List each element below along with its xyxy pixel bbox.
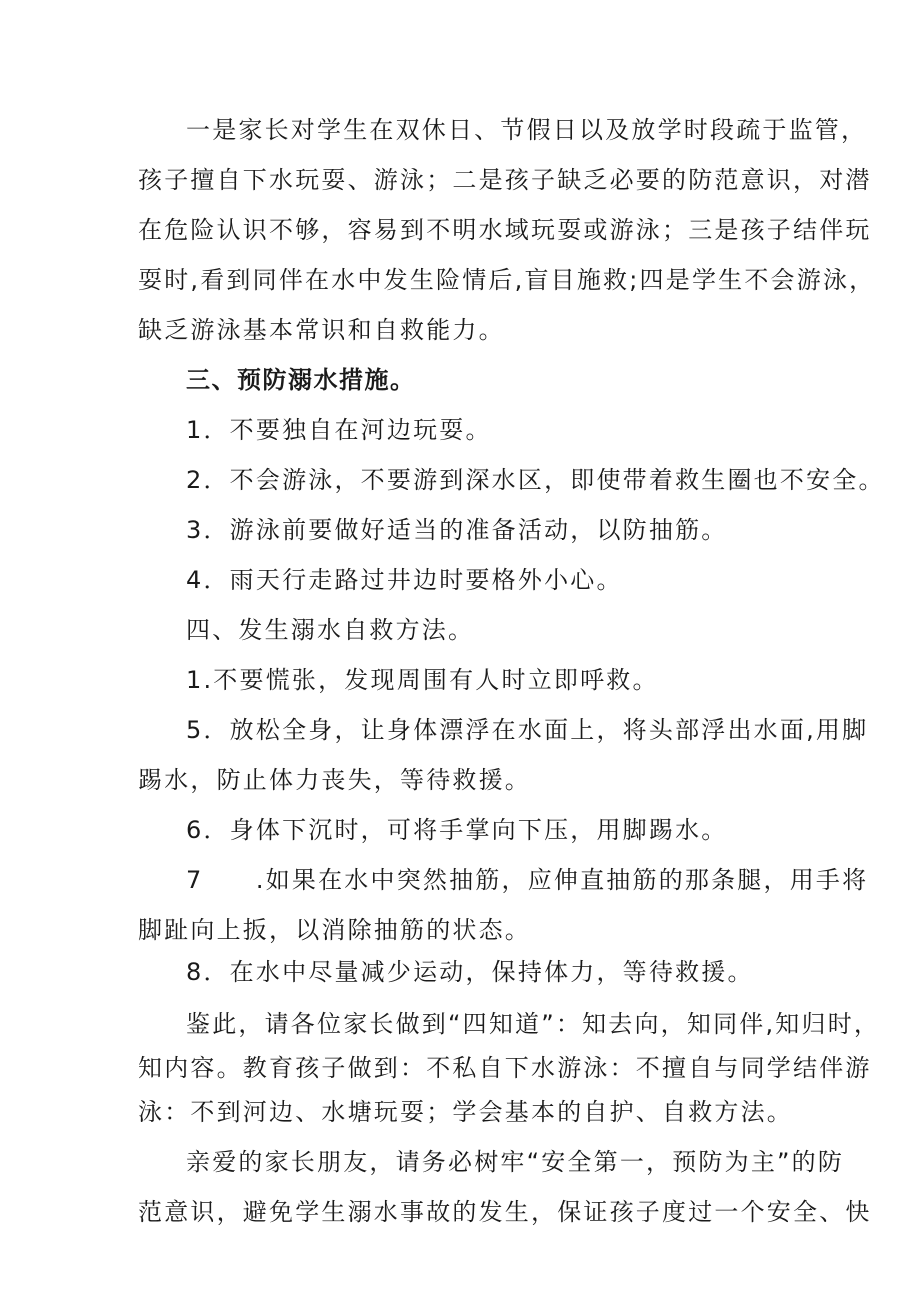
paragraph-1-line-5: 缺乏游泳基本常识和自救能力。 (138, 316, 505, 344)
self-rescue-item-5-line-1: 5．放松全身，让身体漂浮在水面上，将头部浮出水面,用脚 (186, 716, 869, 744)
paragraph-1-line-1: 一是家长对学生在双休日、节假日以及放学时段疏于监管， (186, 116, 868, 144)
prevention-item-2: 2．不会游泳，不要游到深水区，即使带着救生圈也不安全。 (186, 466, 885, 494)
self-rescue-item-6: 6．身体下沉时，可将手掌向下压，用脚踢水。 (186, 816, 728, 844)
paragraph-1-line-4: 耍时,看到同伴在水中发生险情后,盲目施救;四是学生不会游泳， (138, 266, 876, 294)
prevention-item-4: 4．雨天行走路过井边时要格外小心。 (186, 566, 623, 594)
paragraph-four-knows-line-2: 知内容。教育孩子做到：不私自下水游泳：不擅自与同学结伴游 (138, 1054, 872, 1082)
prevention-item-3: 3．游泳前要做好适当的准备活动，以防抽筋。 (186, 516, 728, 544)
section-heading-self-rescue: 四、发生溺水自救方法。 (186, 616, 475, 644)
paragraph-four-knows-line-1: 鉴此，请各位家长做到“四知道”：知去向，知同伴,知归时， (186, 1010, 881, 1038)
self-rescue-item-1: 1.不要慌张，发现周围有人时立即呼救。 (186, 666, 659, 694)
paragraph-closing-line-2: 范意识，避免学生溺水事故的发生，保证孩子度过一个安全、快 (138, 1198, 872, 1226)
self-rescue-item-5-line-2: 踢水，防止体力丧失，等待救援。 (138, 766, 531, 794)
self-rescue-item-8: 8．在水中尽量减少运动，保持体力，等待救援。 (186, 958, 754, 986)
paragraph-four-knows-line-3: 泳：不到河边、水塘玩耍；学会基本的自护、自救方法。 (138, 1098, 793, 1126)
paragraph-closing-line-1: 亲爱的家长朋友，请务必树牢“安全第一，预防为主”的防 (186, 1148, 845, 1176)
section-heading-prevention: 三、预防溺水措施。 (186, 366, 416, 394)
paragraph-1-line-2: 孩子擅自下水玩耍、游泳；二是孩子缺乏必要的防范意识，对潜 (138, 166, 872, 194)
prevention-item-1: 1．不要独自在河边玩耍。 (186, 416, 492, 444)
paragraph-1-line-3: 在危险认识不够，容易到不明水域玩耍或游泳；三是孩子结伴玩 (138, 216, 872, 244)
self-rescue-item-7-line-1: 7 .如果在水中突然抽筋，应伸直抽筋的那条腿，用手将 (186, 866, 869, 894)
self-rescue-item-7-line-2: 脚趾向上扳，以消除抽筋的状态。 (138, 916, 531, 944)
